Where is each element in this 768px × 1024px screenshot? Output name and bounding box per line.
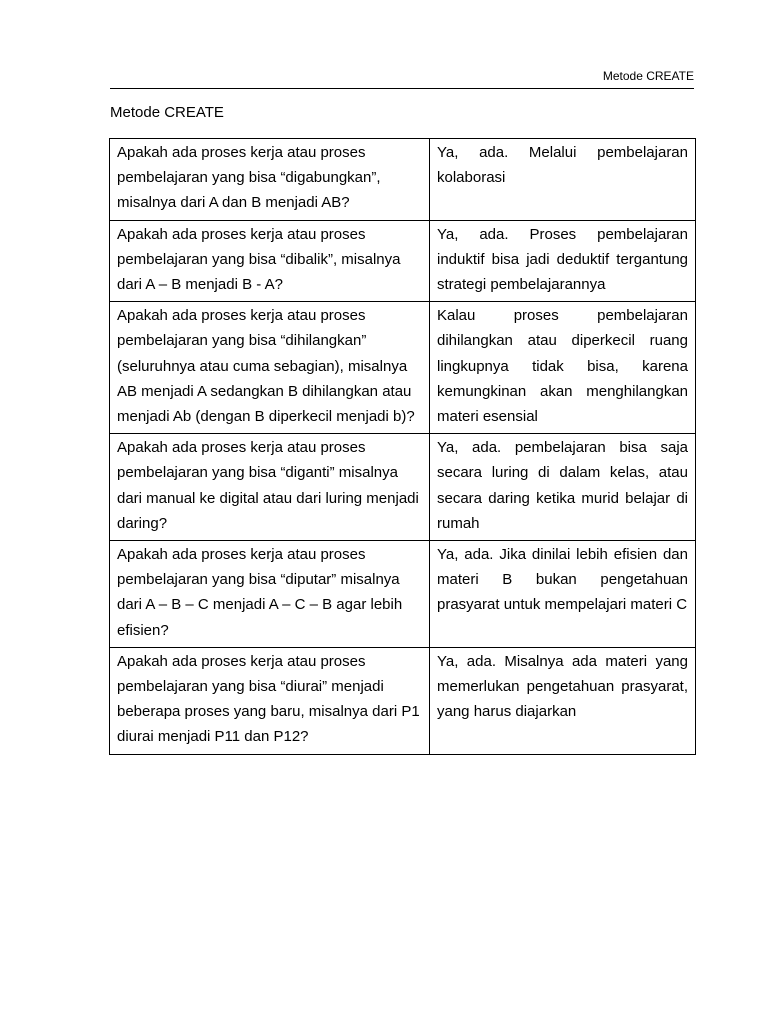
question-cell: Apakah ada proses kerja atau proses pembelajaran yang bisa “dihilangkan” (seluruhnya atau cuma sebagian), misalnya AB menjadi A sedangkan B dihilangkan atau menjadi Ab (dengan B diperkecil menjadi b)?: [110, 302, 430, 434]
answer-cell: Ya, ada. Misalnya ada materi yang memerlukan pengetahuan prasyarat, yang harus diajarkan: [430, 647, 696, 754]
question-cell: Apakah ada proses kerja atau proses pembelajaran yang bisa “diputar” misalnya dari A – B – C menjadi A – C – B agar lebih efisien?: [110, 541, 430, 648]
answer-cell: Ya, ada. Melalui pembelajaran kolaborasi: [430, 139, 696, 221]
header-divider: [110, 88, 694, 89]
running-header: Metode CREATE: [602, 69, 694, 83]
answer-cell: Ya, ada. Proses pembelajaran induktif bisa jadi deduktif tergantung strategi pembelajarannya: [430, 220, 696, 302]
create-method-table: [109, 138, 696, 755]
question-cell: Apakah ada proses kerja atau proses pembelajaran yang bisa “diganti” misalnya dari manual ke digital atau dari luring menjadi daring?: [110, 434, 430, 541]
answer-cell: Ya, ada. Jika dinilai lebih efisien dan materi B bukan pengetahuan prasyarat untuk mempelajari materi C: [430, 541, 696, 648]
answer-cell: Kalau proses pembelajaran dihilangkan atau diperkecil ruang lingkupnya tidak bisa, karena kemungkinan akan menghilangkan materi esensial: [430, 302, 696, 434]
table-row: [110, 302, 696, 434]
table-row: [110, 139, 696, 221]
document-title: Metode CREATE: [110, 104, 224, 121]
question-cell: Apakah ada proses kerja atau proses pembelajaran yang bisa “digabungkan”, misalnya dari A dan B menjadi AB?: [110, 139, 430, 221]
table-row: [110, 541, 696, 648]
answer-cell: Ya, ada. pembelajaran bisa saja secara luring di dalam kelas, atau secara daring ketika murid belajar di rumah: [430, 434, 696, 541]
question-cell: Apakah ada proses kerja atau proses pembelajaran yang bisa “diurai” menjadi beberapa proses yang baru, misalnya dari P1 diurai menjadi P11 dan P12?: [110, 647, 430, 754]
table-row: [110, 220, 696, 302]
table-row: [110, 434, 696, 541]
table-row: [110, 647, 696, 754]
question-cell: Apakah ada proses kerja atau proses pembelajaran yang bisa “dibalik”, misalnya dari A – B menjadi B - A?: [110, 220, 430, 302]
